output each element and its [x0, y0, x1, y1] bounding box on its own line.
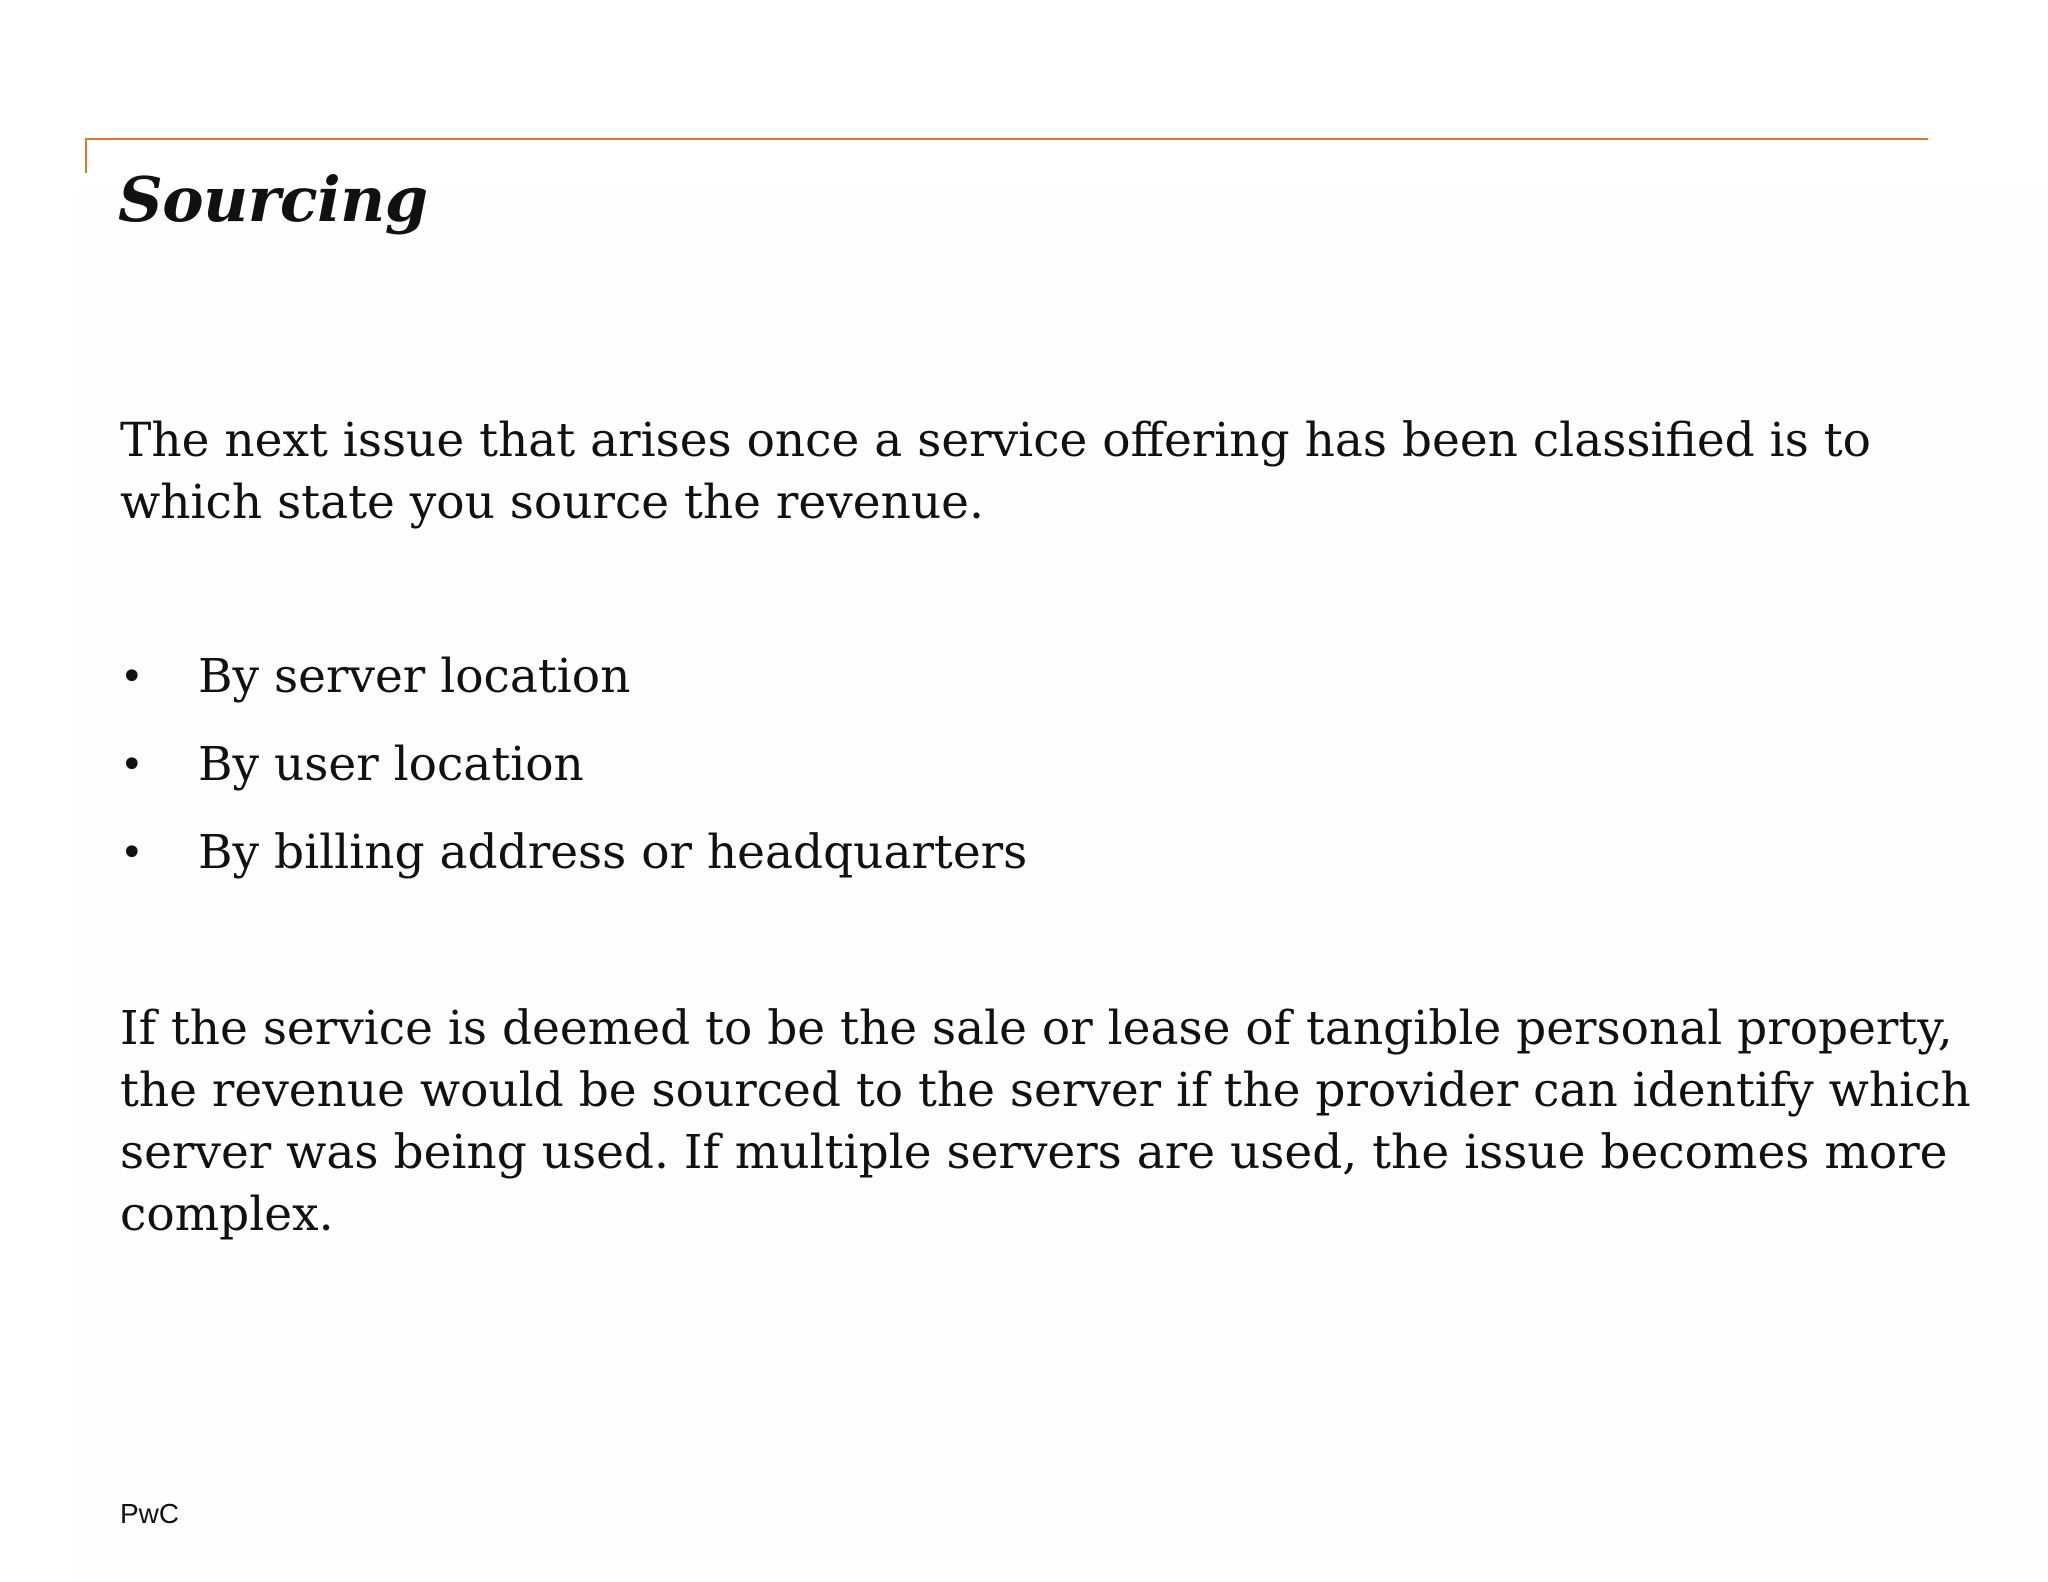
list-item	[120, 822, 1027, 910]
intro-paragraph: The next issue that arises once a service offering has been classified is to which state you source the revenue.	[120, 413, 1871, 530]
list-item	[120, 646, 1027, 734]
list-item	[120, 734, 1027, 822]
bullet-icon: •	[120, 830, 144, 876]
closing-paragraph: If the service is deemed to be the sale or lease of tangible personal property, the revenue would be sourced to the server if the provider can identify which server was being used. If multiple servers are used, the issue becomes more complex.	[120, 1001, 1971, 1242]
sourcing-options-list	[120, 646, 1027, 910]
bullet-icon: •	[120, 654, 144, 700]
list-item-label: By user location	[198, 737, 584, 792]
list-item-label: By server location	[198, 649, 631, 704]
title-rule	[85, 138, 1928, 140]
list-item-label: By billing address or headquarters	[198, 825, 1028, 880]
title-rule-tick	[85, 138, 87, 173]
slide-title: Sourcing	[118, 163, 428, 236]
bullet-icon: •	[120, 742, 144, 788]
footer-brand: PwC	[120, 1498, 180, 1529]
